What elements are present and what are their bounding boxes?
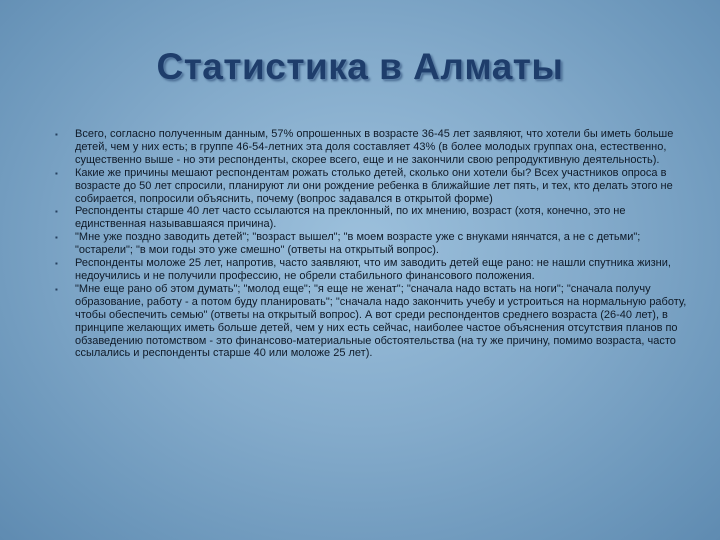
square-bullet-icon: ▪ [55,168,58,178]
bullet-item [55,257,695,283]
bullet-item [55,167,695,206]
bullet-text: "Мне еще рано об этом думать"; "молод еще"; "я еще не женат"; "сначала надо встать на ноги"; "сначала получу образование, работу - а потом буду планировать"; "сначала надо закончить учебу и устроиться на нормальную работу, чтобы обеспечить семью" (ответы на открытый вопрос). А вот среди респондентов среднего возраста (26-40 лет), в принципе желающих иметь больше детей, чем у них есть сейчас, наиболее частое объяснения отсутствия планов по обзаведению потомством - это финансово-материальные обстоятельства (на ту же причину, помимо возраста, часто ссылались и респонденты старше 40 или моложе 25 лет). [75,282,687,360]
bullet-text: "Мне уже поздно заводить детей"; "возраст вышел"; "в моем возрасте уже с внуками нянчатся, а не с детьми"; "остарели"; "в мои годы это уже смешно" (ответы на открытый вопрос). [75,231,641,257]
square-bullet-icon: ▪ [55,207,58,217]
bullet-text: Респонденты моложе 25 лет, напротив, часто заявляют, что им заводить детей еще рано: не нашли спутника жизни, недоучились и не получили профессию, не обрели стабильного финансового положения. [75,257,671,282]
bullet-item [55,205,695,231]
bullet-text: Какие же причины мешают респондентам рожать столько детей, сколько они хотели бы? Всех участников опроса в возрасте до 50 лет спросили, планируют ли они рождение ребенка в ближайшие лет пять, и тех, кто делать этого не собирается, попросили объяснить, почему (вопрос задавался в открытой форме) [75,166,673,205]
square-bullet-icon: ▪ [55,284,58,294]
bullet-item [55,283,695,360]
square-bullet-icon: ▪ [55,233,58,243]
bullet-item [55,231,695,257]
square-bullet-icon: ▪ [55,130,58,139]
bullet-text: Респонденты старше 40 лет часто ссылаются на преклонный, по их мнению, возраст (хотя, конечно, это не единственная называвшаяся причина). [75,205,626,231]
bullet-text: Всего, согласно полученным данным, 57% опрошенных в возрасте 36-45 лет заявляют, что хотели бы иметь больше детей, чем у них есть; в группе 46-54-летних эта доля составляет 43% (в более молодых группах она, естественно, существенно выше - но эти респонденты, скорее всего, еще и не закончили свою репродуктивную деятельность). [75,128,674,166]
slide-title: Статистика в Алматы [156,46,564,87]
bullet-item [55,128,695,167]
bullet-list [55,128,695,360]
square-bullet-icon: ▪ [55,259,58,269]
